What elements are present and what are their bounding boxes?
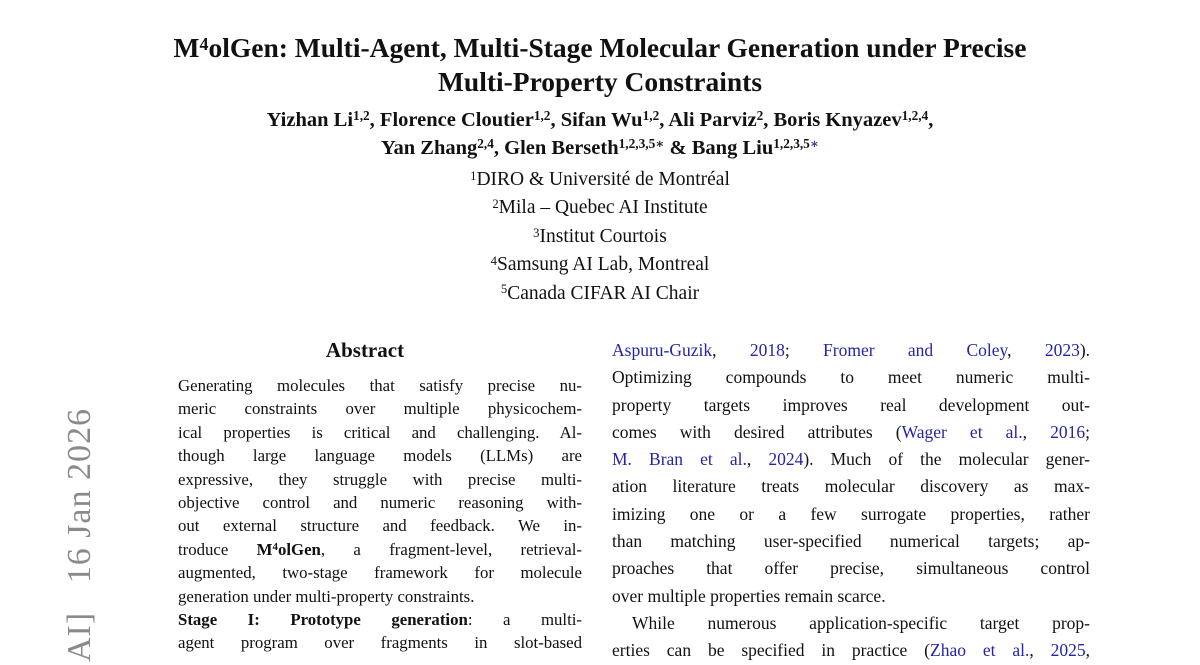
- text-line: [178, 444, 582, 467]
- text-line: [0, 134, 1200, 162]
- text-segment: generation under multi-property constraints.: [178, 586, 475, 606]
- text-segment: 1,2: [533, 108, 551, 124]
- text-line: [612, 501, 1090, 528]
- text-segment: , Florence Cloutier: [369, 109, 534, 131]
- text-segment: ical properties is critical and challenging. Al-: [178, 422, 582, 442]
- paper-title: [0, 31, 1200, 99]
- text-segment: ,: [746, 449, 769, 470]
- text-segment: 1,2: [353, 108, 370, 124]
- affiliation-list: [0, 166, 1200, 308]
- citation-link[interactable]: M. Bran et al.: [612, 449, 747, 470]
- text-line: [0, 166, 1200, 194]
- text-segment: ,: [1085, 640, 1091, 661]
- intro-column: [612, 337, 1090, 665]
- text-segment: 1,2,3,5: [773, 136, 810, 152]
- text-segment: ,: [712, 340, 750, 360]
- text-segment: augmented, two-stage framework for molecule: [178, 563, 582, 583]
- text-segment: 5: [500, 282, 508, 297]
- text-segment: 1,2: [642, 108, 660, 124]
- text-line: [178, 631, 582, 654]
- text-segment: Multi-Property Constraints: [437, 66, 763, 97]
- citation-link[interactable]: 2025: [1050, 640, 1086, 661]
- text-line: [0, 65, 1200, 99]
- text-segment: though large language models (LLMs) are: [178, 446, 582, 466]
- citation-link[interactable]: 2016: [1050, 421, 1086, 442]
- text-segment: ,: [1022, 421, 1051, 442]
- text-segment: , Ali Parviz: [659, 109, 757, 131]
- text-line: [0, 31, 1200, 65]
- text-segment: M: [173, 32, 200, 63]
- citation-link[interactable]: 2024: [768, 449, 804, 470]
- citation-link[interactable]: Wager et al.: [901, 421, 1023, 442]
- text-line: [178, 374, 582, 397]
- text-segment: 3: [533, 225, 540, 240]
- text-segment: 4: [490, 253, 497, 268]
- text-line: [178, 561, 582, 584]
- text-segment: , Sifan Wu: [550, 109, 643, 131]
- text-segment: erties can be specified in practice (: [612, 640, 930, 661]
- text-segment: Institut Courtois: [539, 225, 667, 247]
- text-line: [178, 514, 582, 537]
- text-segment: Generating molecules that satisfy precise nu-: [178, 376, 582, 395]
- text-segment: ). Much of the molecular gener-: [803, 449, 1091, 470]
- text-segment: ,: [928, 109, 934, 131]
- text-line: [0, 194, 1200, 222]
- text-line: [612, 528, 1090, 555]
- text-segment: DIRO & Université de Montréal: [476, 169, 730, 190]
- text-segment: 2,4: [477, 136, 494, 152]
- text-line: [612, 364, 1090, 391]
- text-segment: proaches that offer precise, simultaneous control: [612, 558, 1090, 579]
- text-line: [612, 637, 1090, 664]
- abstract-heading: Abstract: [325, 338, 405, 362]
- citation-link[interactable]: 2018: [749, 340, 785, 360]
- text-line: [612, 446, 1090, 473]
- citation-link[interactable]: Zhao et al.: [930, 640, 1030, 661]
- text-line: [612, 555, 1090, 582]
- citation-link[interactable]: Aspuru-Guzik: [612, 340, 713, 360]
- text-segment: While numerous application-specific target prop-: [632, 612, 1090, 633]
- text-segment: 4: [272, 541, 278, 554]
- text-line: [178, 468, 582, 491]
- text-line: [178, 538, 582, 561]
- text-segment: Yan Zhang: [380, 137, 478, 159]
- text-segment: & Bang Liu: [664, 137, 774, 159]
- text-segment: property targets improves real development out-: [612, 394, 1090, 415]
- text-segment: Canada CIFAR AI Chair: [507, 282, 700, 304]
- text-segment: , Boris Knyazev: [763, 109, 902, 131]
- text-line: [612, 337, 1090, 364]
- text-segment: M: [256, 539, 273, 559]
- text-segment: Optimizing compounds to meet numeric multi-: [612, 367, 1090, 388]
- text-line: [178, 608, 582, 631]
- text-segment: over multiple properties remain scarce.: [612, 585, 886, 606]
- text-segment: Mila – Quebec AI Institute: [498, 197, 708, 219]
- text-segment: 2: [756, 108, 764, 124]
- text-line: [0, 223, 1200, 251]
- text-segment: than matching user-specified numerical targets; ap-: [612, 531, 1090, 552]
- footnote-link[interactable]: ∗: [809, 136, 820, 152]
- text-segment: Stage I: Prototype generation: [178, 610, 468, 630]
- text-segment: 4: [199, 33, 209, 54]
- text-segment: 2: [492, 197, 499, 212]
- text-line: [178, 397, 582, 420]
- author-list: [0, 106, 1200, 162]
- text-line: [178, 585, 582, 608]
- text-segment: ;: [1085, 421, 1090, 442]
- text-segment: ;: [784, 340, 824, 360]
- citation-link[interactable]: Fromer and Coley: [823, 340, 1008, 360]
- text-segment: ,: [1029, 640, 1051, 661]
- text-segment: imizing one or a few surrogate properties, rather: [612, 503, 1090, 524]
- text-line: [178, 491, 582, 514]
- text-segment: ation literature treats molecular discovery as max-: [612, 476, 1090, 497]
- text-segment: out external structure and feedback. We in-: [178, 516, 582, 536]
- text-segment: ,: [1007, 340, 1045, 360]
- text-line: [178, 421, 582, 444]
- text-segment: 1: [470, 168, 477, 183]
- text-segment: objective control and numeric reasoning with-: [178, 493, 582, 513]
- text-line: [612, 392, 1090, 419]
- citation-link[interactable]: 2023: [1044, 340, 1080, 360]
- text-line: [612, 419, 1090, 446]
- text-segment: agent program over fragments in slot-based: [178, 633, 582, 653]
- text-segment: ).: [1079, 340, 1091, 360]
- text-line: [612, 473, 1090, 500]
- text-segment: 1,2,4: [901, 108, 929, 124]
- text-segment: comes with desired attributes (: [612, 421, 902, 442]
- text-segment: olGen: [277, 539, 321, 559]
- text-segment: troduce: [178, 539, 257, 559]
- text-segment: : a multi-: [467, 610, 582, 630]
- text-line: [0, 251, 1200, 279]
- text-line: [612, 583, 1090, 610]
- text-segment: expressive, they struggle with precise multi-: [178, 469, 582, 489]
- text-segment: , Glen Berseth: [493, 137, 619, 159]
- arxiv-watermark: AI] 16 Jan 2026: [61, 407, 98, 662]
- text-segment: meric constraints over multiple physicochem-: [178, 399, 582, 419]
- text-segment: Samsung AI Lab, Montreal: [497, 254, 710, 276]
- text-segment: 1,2,3,5∗: [618, 136, 665, 152]
- text-line: [612, 610, 1090, 637]
- abstract-body: [178, 374, 582, 655]
- text-segment: , a fragment-level, retrieval-: [320, 539, 582, 559]
- text-segment: olGen: Multi-Agent, Multi-Stage Molecular Generation under Precise: [208, 32, 1027, 63]
- text-line: [0, 106, 1200, 134]
- text-segment: Yizhan Li: [266, 109, 354, 131]
- text-line: [0, 280, 1200, 308]
